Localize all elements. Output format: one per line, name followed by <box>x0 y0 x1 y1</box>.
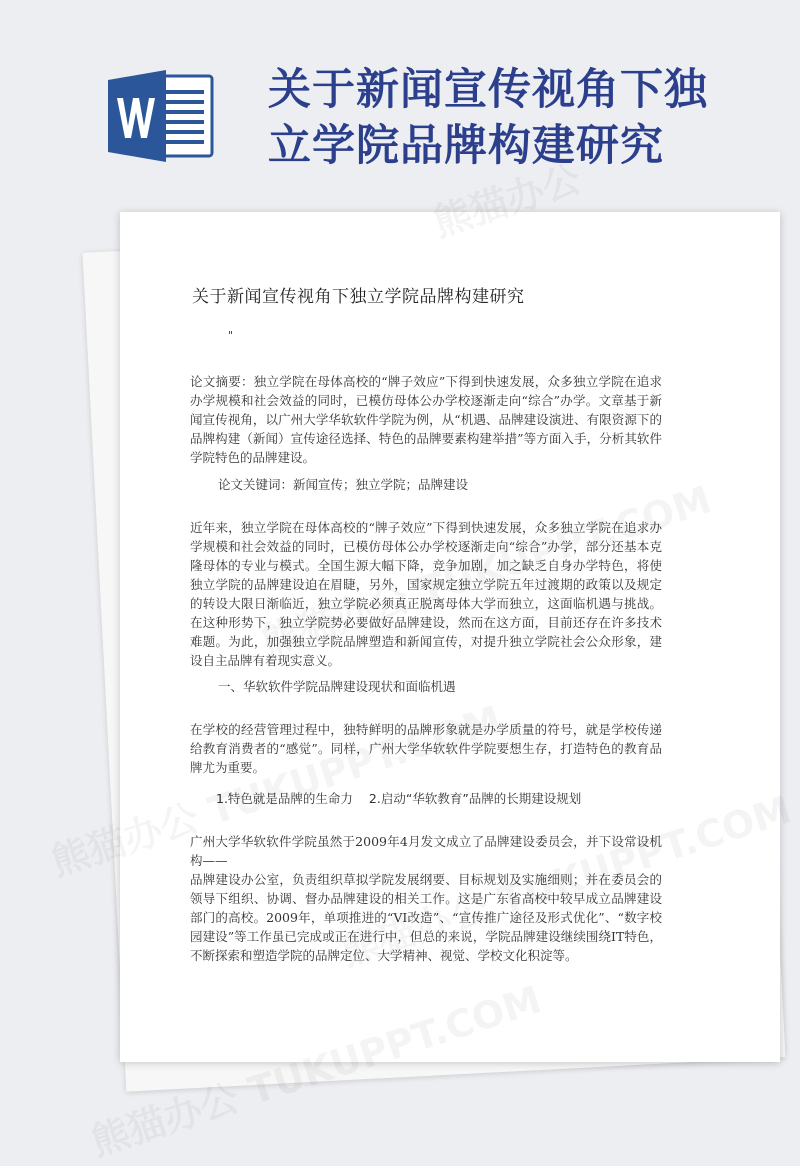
document-page <box>120 212 780 1062</box>
quote-mark: " <box>228 329 234 342</box>
section-heading: 一、华软软件学院品牌建设现状和面临机遇 <box>218 679 456 694</box>
keywords-line: 论文关键词：新闻宣传；独立学院；品牌建设 <box>218 477 469 492</box>
intro-paragraph: 近年来，独立学院在母体高校的“牌子效应”下得到快速发展，众多独立学院在追求办学规模和社会效益的同时，已模仿母体公办学校逐渐走向“综合”办学，部分还基本克隆母体的专业与模式。全国生源大幅下降，竞争加剧，加之缺乏自身办学特色，将使独立学院的品牌建设迫在眉睫，另外，国家规定独立学院五年过渡期的政策以及规定的转设大限日渐临近，独立学院必须真正脱离母体大学而独立，这面临机遇与挑战。在这种形势下，独立学院势必要做好品牌建设，然而在这方面，目前还存在许多技术难题。为此，加强独立学院品牌塑造和新闻宣传，对提升独立学院社会公众形象，建设自主品牌有着现实意义。 <box>190 520 662 668</box>
sub-heading-2: 2.启动“华软教育”品牌的长期建设规划 <box>368 791 582 806</box>
header-title-line1: 关于新闻宣传视角下独 <box>268 65 708 115</box>
document-title: 关于新闻宣传视角下独立学院品牌构建研究 <box>192 287 525 307</box>
history-paragraph-1: 广州大学华软软件学院虽然于2009年4月发文成立了品牌建设委员会，并下设常设机构—— <box>190 834 662 868</box>
sub-headings <box>216 789 593 807</box>
header-title <box>268 62 788 174</box>
history-paragraph-2: 品牌建设办公室，负责组织草拟学院发展纲要、目标规划及实施细则；并在委员会的领导下组织、协调、督办品牌建设的相关工作。这是广东省高校中较早成立品牌建设部门的高校。2009年，单项推进的“VI改造”、“宣传推广途径及形式优化”、“数字校园建设”等工作虽已完成或正在进行中，但总的来说，学院品牌建设继续围绕IT特色，不断探索和塑造学院的品牌定位、大学精神、视觉、学校文化积淀等。 <box>190 872 662 963</box>
header-title-line2: 立学院品牌构建研究 <box>268 121 664 171</box>
sub-heading-1: 1.特色就是品牌的生命力 <box>216 791 353 806</box>
document-header <box>0 0 800 200</box>
brand-paragraph: 在学校的经营管理过程中，独特鲜明的品牌形象就是办学质量的符号，就是学校传递给教育消费者的“感觉”。同样，广州大学华软软件学院要想生存，打造特色的教育品牌尤为重要。 <box>190 722 662 775</box>
word-document-icon <box>108 68 216 164</box>
abstract-paragraph: 论文摘要：独立学院在母体高校的“牌子效应”下得到快速发展，众多独立学院在追求办学规模和社会效益的同时，已模仿母体公办学校逐渐走向“综合”办学。文章基于新闻宣传视角，以广州大学华软软件学院为例，从“机遇、品牌建设演进、有限资源下的品牌构建（新闻）宣传途径选择、特色的品牌要素构建举措”等方面入手，分析其软件学院特色的品牌建设。 <box>190 374 662 465</box>
